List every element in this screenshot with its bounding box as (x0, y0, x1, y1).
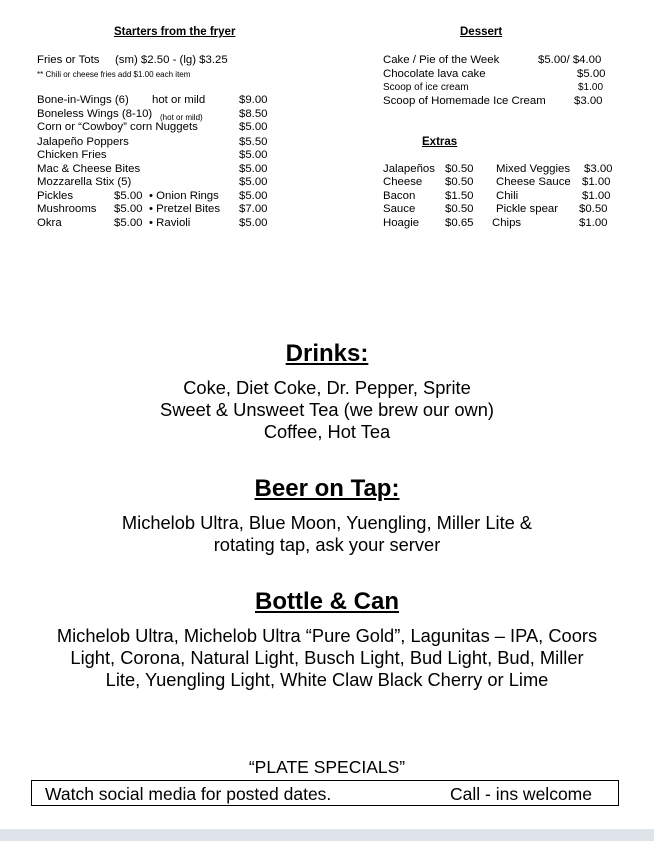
item-name: Corn or “Cowboy” corn Nuggets (37, 121, 198, 133)
bottle-can-line: Lite, Yuengling Light, White Claw Black Cherry or Lime (105, 669, 549, 690)
item-name: Sauce (383, 203, 416, 215)
item-price: $1.00 (578, 82, 604, 93)
plate-specials-right: Call - ins welcome (450, 784, 592, 804)
item-price: $5.00 (114, 189, 143, 202)
item-price: $1.00 (579, 216, 608, 229)
list-item (383, 190, 618, 204)
list-item (37, 108, 277, 122)
plate-specials-heading: “PLATE SPECIALS” (248, 757, 406, 777)
plate-specials-banner (31, 780, 619, 806)
item-name: Bacon (383, 189, 416, 202)
item-price: $5.00 (114, 216, 143, 229)
item-name: Chips (492, 216, 522, 229)
list-item (37, 217, 277, 231)
drinks-line: Coffee, Hot Tea (263, 421, 391, 442)
list-item (383, 82, 613, 95)
item-name: • Pretzel Bites (149, 203, 221, 215)
fries-price: (sm) $2.50 - (lg) $3.25 (115, 54, 228, 66)
item-name: Mushrooms (37, 203, 97, 215)
item-price: $0.50 (445, 162, 474, 175)
bottle-can-line: Light, Corona, Natural Light, Busch Light, Bud Light, Bud, Miller (70, 647, 584, 668)
item-price: $5.00/ $4.00 (538, 54, 602, 66)
item-price: $9.00 (239, 94, 268, 106)
beer-tap-line: Michelob Ultra, Blue Moon, Yuengling, Miller Lite & (121, 512, 533, 533)
item-name: Mac & Cheese Bites (37, 162, 141, 175)
item-price: $5.00 (239, 216, 268, 229)
item-name: Chocolate lava cake (383, 68, 486, 80)
beer-tap-heading: Beer on Tap: (254, 475, 400, 502)
extras-heading: Extras (422, 136, 458, 148)
item-name: Cake / Pie of the Week (383, 54, 500, 66)
item-price: $8.50 (239, 107, 268, 120)
list-item (383, 68, 613, 82)
list-item (383, 54, 613, 68)
item-note: hot or mild (152, 94, 206, 106)
list-item (37, 121, 277, 135)
list-item (37, 176, 277, 190)
item-name: Scoop of Homemade Ice Cream (383, 94, 546, 107)
item-name: Pickle spear (496, 203, 559, 215)
item-name: Scoop of ice cream (383, 82, 469, 93)
item-price: $0.50 (579, 203, 608, 215)
item-name: Jalapeño Poppers (37, 135, 129, 148)
item-price: $1.00 (582, 176, 611, 188)
drinks-line: Coke, Diet Coke, Dr. Pepper, Sprite (183, 377, 471, 398)
item-name: Cheese (383, 176, 423, 188)
list-item (37, 203, 277, 217)
item-name: Bone-in-Wings (6) (37, 94, 129, 106)
list-item (37, 190, 277, 204)
item-price: $1.00 (582, 189, 611, 202)
item-price: $3.00 (584, 162, 613, 175)
item-price: $5.50 (239, 135, 268, 148)
item-name: Mixed Veggies (496, 162, 571, 175)
item-price: $0.50 (445, 203, 474, 215)
dessert-heading: Dessert (460, 26, 503, 38)
bottle-can-heading: Bottle & Can (255, 588, 399, 615)
fries-name: Fries or Tots (37, 54, 100, 66)
item-name: Okra (37, 216, 62, 229)
item-price: $3.00 (574, 94, 603, 107)
item-price: $5.00 (239, 121, 268, 133)
item-price: $5.00 (239, 176, 268, 188)
item-name: • Onion Rings (149, 189, 219, 202)
fries-row (37, 54, 297, 68)
starters-heading: Starters from the fryer (114, 26, 236, 38)
list-item (37, 149, 277, 163)
list-item (383, 163, 618, 177)
item-price: $5.00 (239, 189, 268, 202)
item-price: $5.00 (239, 162, 268, 175)
item-name: Chicken Fries (37, 149, 107, 161)
item-price: $1.50 (445, 189, 474, 202)
list-item (37, 94, 277, 108)
drinks-heading: Drinks: (285, 340, 369, 367)
item-price: $5.00 (577, 68, 606, 80)
item-name: Mozzarella Stix (5) (37, 176, 132, 188)
page-bottom-edge (0, 829, 654, 841)
item-note: (hot or mild) (160, 112, 203, 122)
plate-specials-left: Watch social media for posted dates. (45, 784, 332, 804)
list-item (37, 136, 277, 150)
list-item (383, 217, 618, 231)
item-name: Hoagie (383, 216, 420, 229)
list-item (383, 95, 613, 109)
list-item (383, 176, 618, 190)
item-name: • Ravioli (149, 216, 191, 229)
item-name: Jalapeños (383, 162, 435, 175)
drinks-line: Sweet & Unsweet Tea (we brew our own) (160, 399, 494, 420)
bottle-can-line: Michelob Ultra, Michelob Ultra “Pure Gold”, Lagunitas – IPA, Coors (56, 625, 598, 646)
item-price: $5.00 (239, 149, 268, 161)
list-item (37, 163, 277, 177)
item-name: Chili (496, 189, 519, 202)
item-name: Pickles (37, 189, 74, 202)
item-price: $0.50 (445, 176, 474, 188)
beer-tap-line: rotating tap, ask your server (213, 534, 441, 555)
fries-note: ** Chili or cheese fries add $1.00 each item (37, 70, 191, 79)
item-name: Cheese Sauce (496, 176, 571, 188)
item-price: $7.00 (239, 203, 268, 215)
item-price: $0.65 (445, 216, 474, 229)
list-item (383, 203, 618, 217)
item-name: Boneless Wings (8-10) (37, 107, 153, 120)
item-price: $5.00 (114, 203, 143, 215)
